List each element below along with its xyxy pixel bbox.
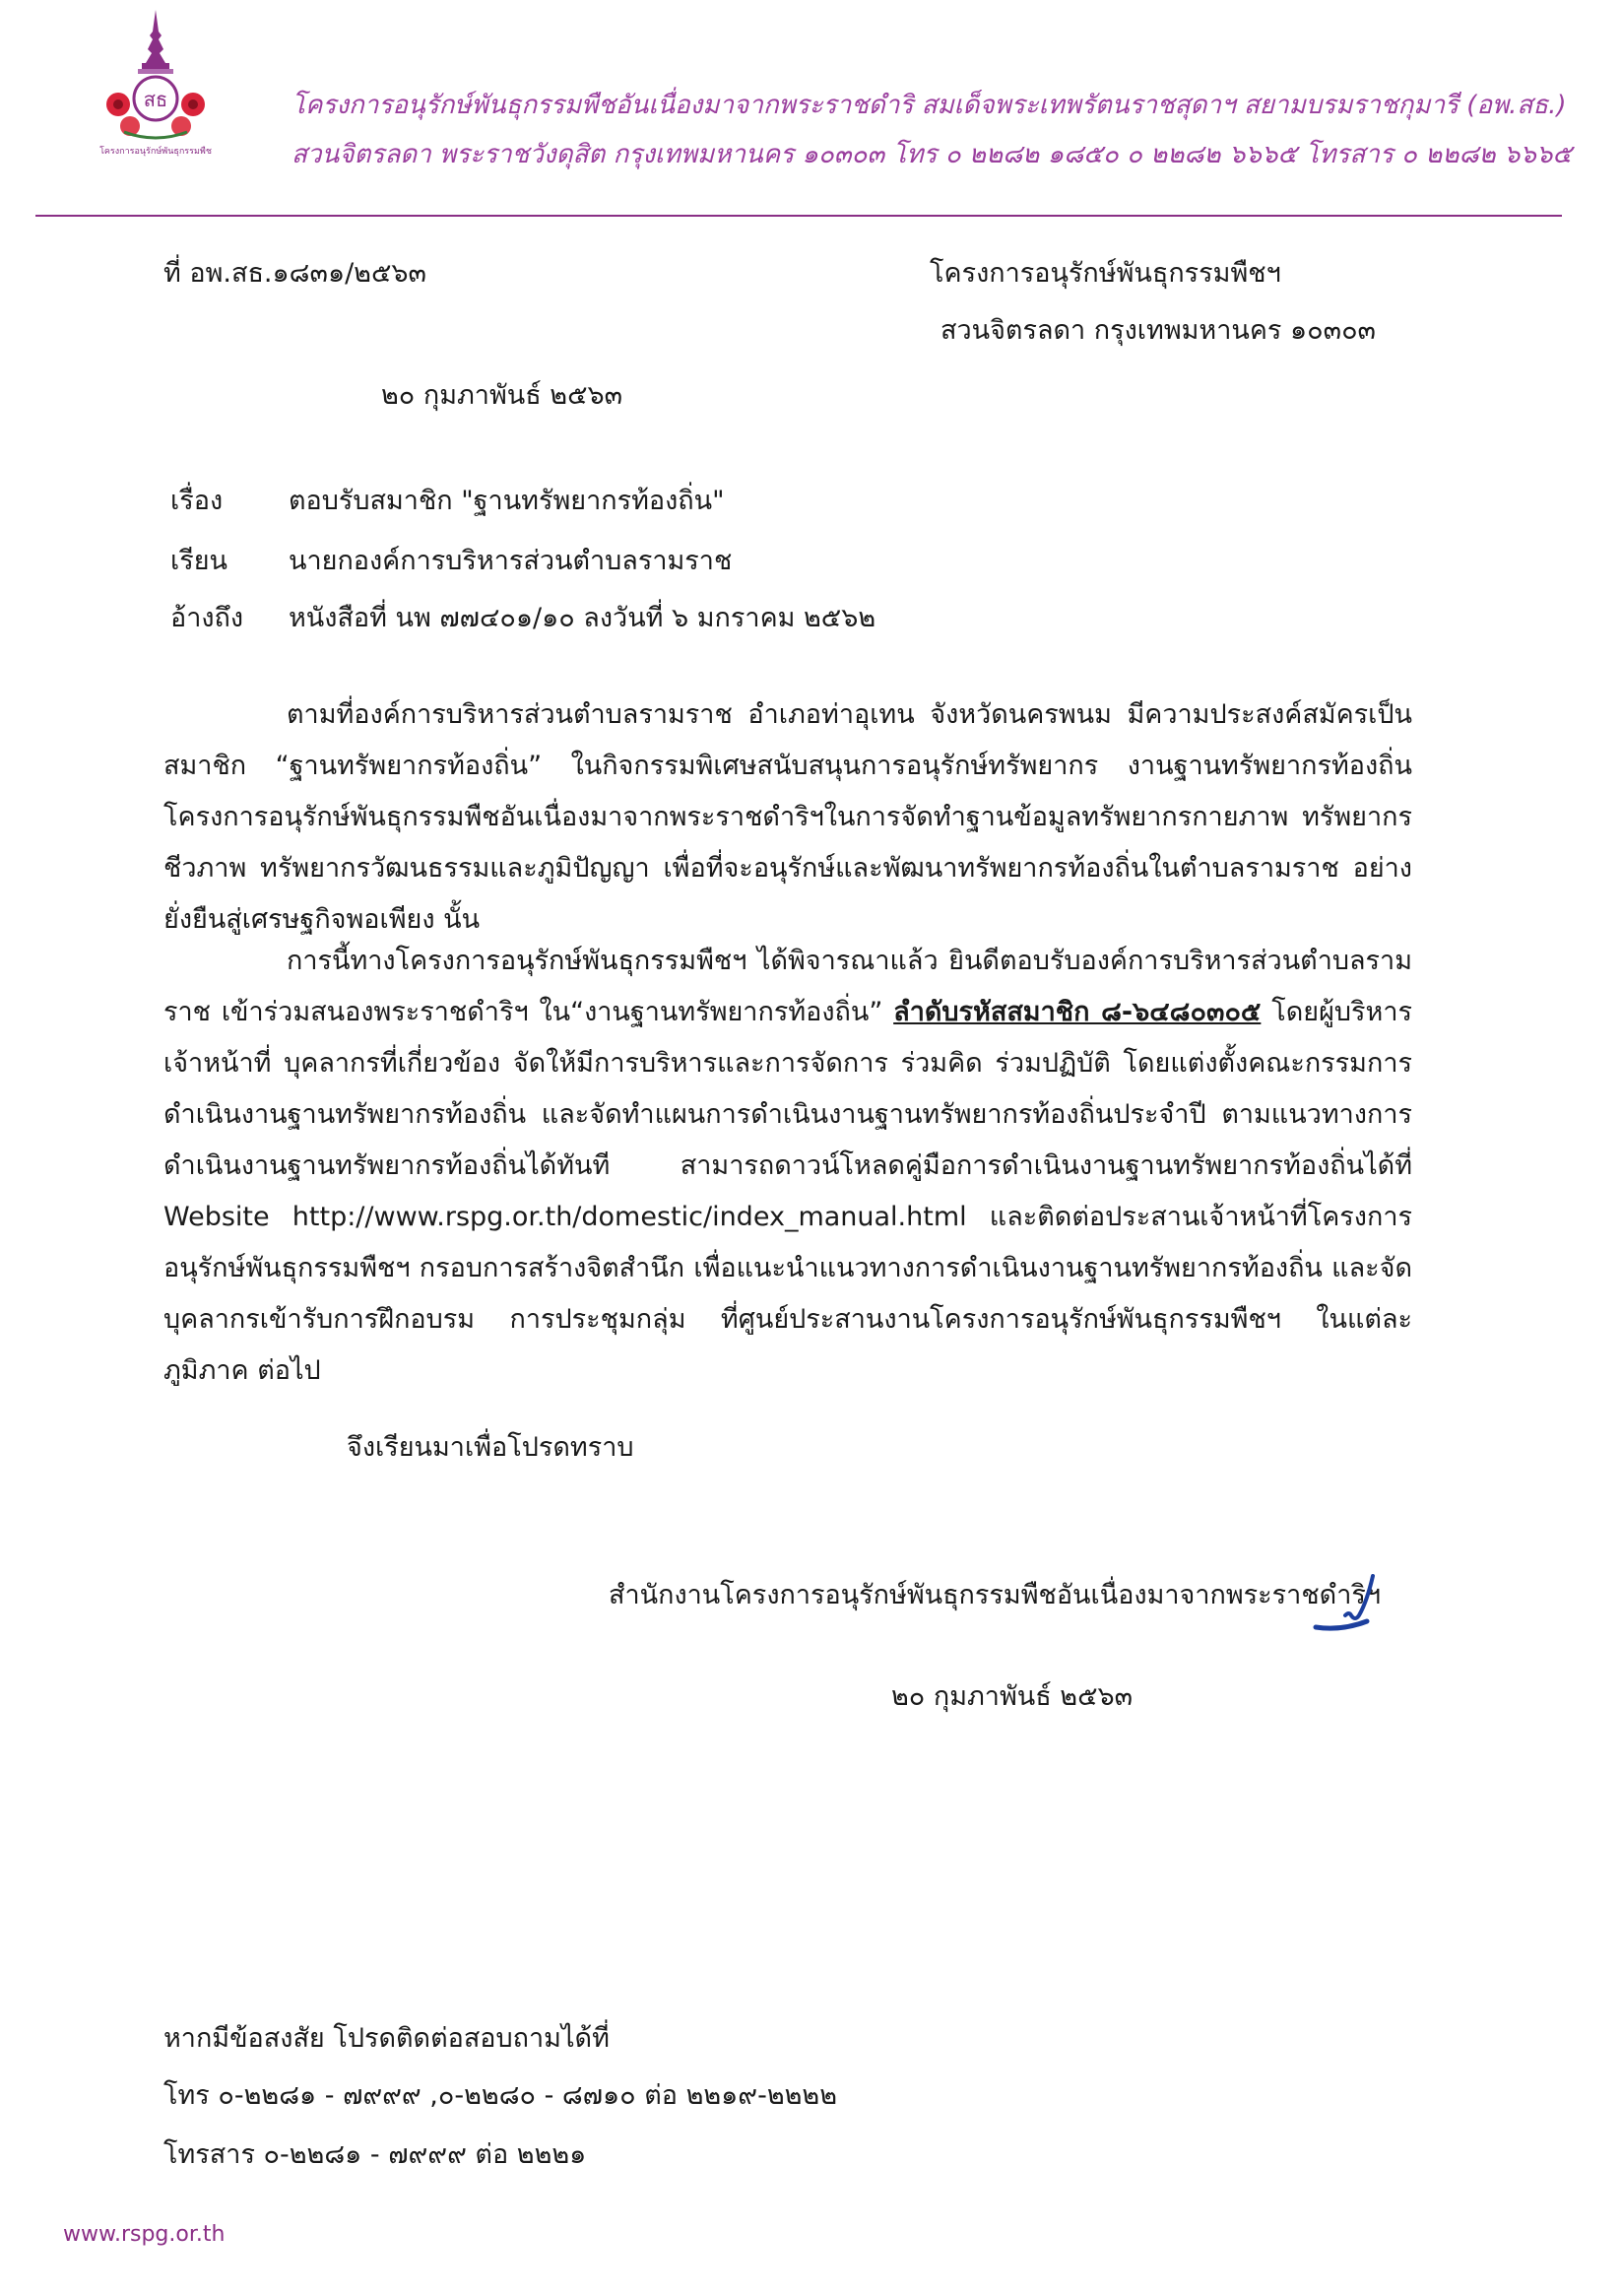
- letterhead-divider: [35, 215, 1562, 217]
- letterhead-line-2: สวนจิตรลดา พระราชวังดุสิต กรุงเทพมหานคร ๑๐๓๐๓ โทร ๐ ๒๒๘๒ ๑๘๕๐ ๐ ๒๒๘๒ ๖๖๖๕ โทรสาร ๐ ๒๒๘๒ ๖๖๖๕: [292, 140, 1573, 169]
- recipient-text: นายกองค์การบริหารส่วนตำบลรามราช: [289, 546, 733, 576]
- recipient-label: เรียน: [170, 546, 228, 576]
- reference-number: ที่ อพ.สธ.๑๘๓๑/๒๕๖๓: [163, 258, 427, 289]
- sender-address: สวนจิตรลดา กรุงเทพมหานคร ๑๐๓๐๓: [940, 315, 1377, 346]
- handwritten-signature: [1312, 1572, 1385, 1637]
- letterhead-line-1: โครงการอนุรักษ์พันธุกรรมพืชอันเนื่องมาจากพระราชดำริ สมเด็จพระเทพรัตนราชสุดาฯ สยามบรมราชกุมารี (อพ.สธ.): [292, 91, 1567, 120]
- body-paragraph-2: [163, 936, 1412, 1397]
- subject-text: ตอบรับสมาชิก "ฐานทรัพยากรท้องถิ่น": [289, 486, 725, 516]
- member-code: ลำดับรหัสสมาชิก ๘-๖๔๘๐๓๐๕: [893, 997, 1262, 1027]
- reference-text: หนังสือที่ นพ ๗๗๔๐๑/๑๐ ลงวันที่ ๖ มกราคม ๒๕๖๒: [289, 603, 876, 633]
- paragraph-2-content: [163, 936, 1412, 1397]
- letter-date: ๒๐ กุมภาพันธ์ ๒๕๖๓: [381, 380, 623, 411]
- rspg-emblem-logo: [97, 6, 215, 162]
- paragraph-2-rest: โดยผู้บริหาร เจ้าหน้าที่ บุคลากรที่เกี่ยวข้อง จัดให้มีการบริหารและการจัดการ ร่วมคิด ร่วมปฏิบัติ โดยแต่งตั้งคณะกรรมการดำเนินงานฐานทรัพยากรท้องถิ่น และจัดทำแผนการดำเนินงานฐานทรัพยากรท้องถิ่นประจำปี ตามแนวทางการดำเนินงานฐานทรัพยากรท้องถิ่นได้ทันที สามารถดาวน์โหลดคู่มือการดำเนินงานฐานทรัพยากรท้องถิ่นได้ที่ Website http://www.rspg.or.th/domestic/index_manual.html และติดต่อประสานเจ้าหน้าที่โครงการอนุรักษ์พันธุกรรมพืชฯ กรอบการสร้างจิตสำนึก เพื่อแนะนำแนวทางการดำเนินงานฐานทรัพยากรท้องถิ่น และจัดบุคลากรเข้ารับการฝึกอบรม การประชุมกลุ่ม ที่ศูนย์ประสานงานโครงการอนุรักษ์พันธุกรรมพืชฯ ในแต่ละภูมิภาค ต่อไป: [163, 997, 1412, 1386]
- logo-caption: โครงการอนุรักษ์พันธุกรรมพืช: [99, 147, 212, 157]
- reference-label: อ้างถึง: [170, 603, 244, 633]
- contact-fax: โทรสาร ๐-๒๒๘๑ - ๗๙๙๙ ต่อ ๒๒๒๑: [163, 2139, 587, 2170]
- paragraph-1-text: ตามที่องค์การบริหารส่วนตำบลรามราช อำเภอท่าอุเทน จังหวัดนครพนม มีความประสงค์สมัครเป็นสมาชิก “ฐานทรัพยากรท้องถิ่น” ในกิจกรรมพิเศษสนับสนุนการอนุรักษ์ทรัพยากร งานฐานทรัพยากรท้องถิ่น โครงการอนุรักษ์พันธุกรรมพืชอันเนื่องมาจากพระราชดำริฯในการจัดทำฐานข้อมูลทรัพยากรกายภาพ ทรัพยากรชีวภาพ ทรัพยากรวัฒนธรรมและภูมิปัญญา เพื่อที่จะอนุรักษ์และพัฒนาทรัพยากรท้องถิ่นในตำบลรามราช อย่างยั่งยืนสู่เศรษฐกิจพอเพียง นั้น: [163, 699, 1412, 935]
- closing-line: จึงเรียนมาเพื่อโปรดทราบ: [347, 1432, 634, 1463]
- footer-website-link[interactable]: www.rspg.or.th: [63, 2222, 226, 2247]
- contact-phone: โทร ๐-๒๒๘๑ - ๗๙๙๙ ,๐-๒๒๘๐ - ๘๗๑๐ ต่อ ๒๒๑๙-๒๒๒๒: [163, 2080, 838, 2111]
- signer-office: สำนักงานโครงการอนุรักษ์พันธุกรรมพืชอันเนื่องมาจากพระราชดำริฯ: [609, 1580, 1382, 1610]
- sender-name: โครงการอนุรักษ์พันธุกรรมพืชฯ: [930, 258, 1281, 289]
- paragraph-2-intro: การนี้ทางโครงการอนุรักษ์พันธุกรรมพืชฯ ได้พิจารณาแล้ว ยินดีตอบรับองค์การบริหารส่วนตำบลรามราช เข้าร่วมสนองพระราชดำริฯ ใน“งานฐานทรัพยากรท้องถิ่น”: [163, 946, 1412, 1027]
- logo-monogram: สธ: [143, 88, 168, 111]
- body-paragraph-1: [163, 689, 1412, 946]
- contact-heading: หากมีข้อสงสัย โปรดติดต่อสอบถามได้ที่: [163, 2023, 610, 2054]
- subject-label-text: เรื่อง: [170, 486, 224, 516]
- signed-date: ๒๐ กุมภาพันธ์ ๒๕๖๓: [891, 1681, 1134, 1712]
